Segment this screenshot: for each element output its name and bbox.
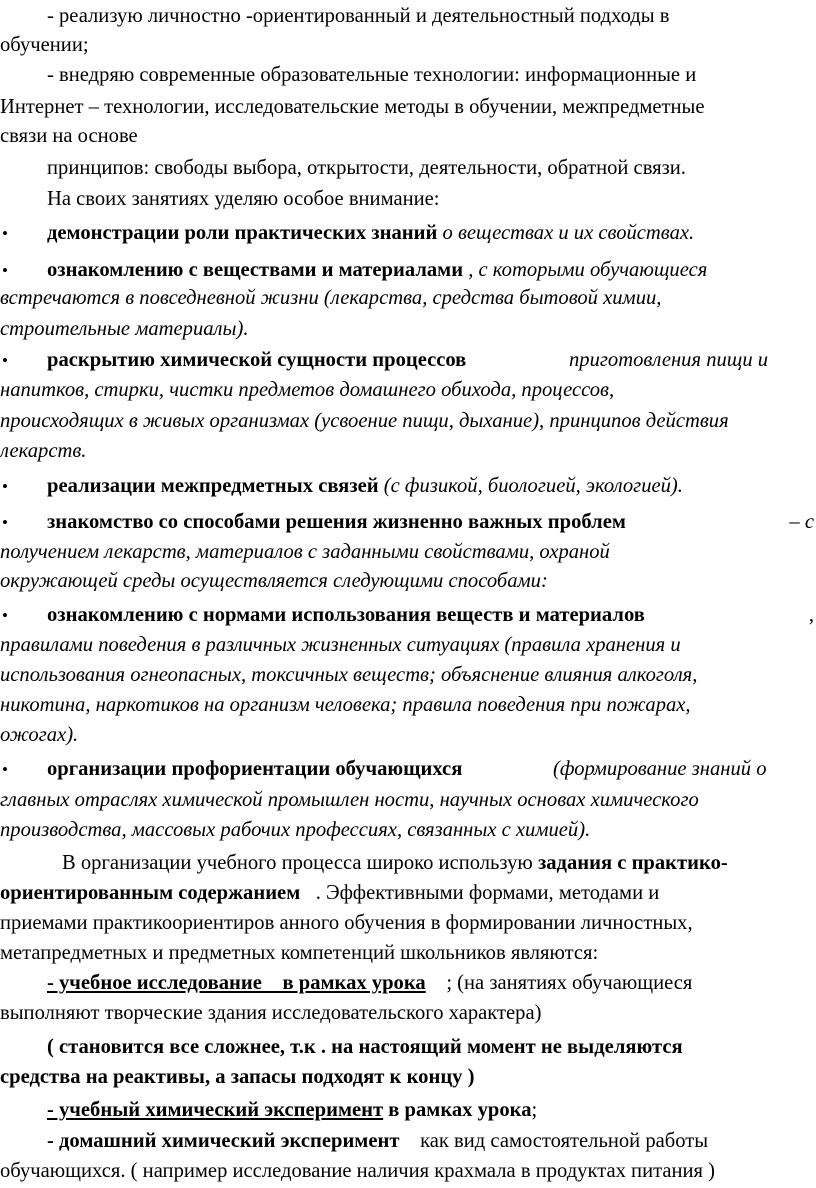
bullet-text-line: встречаются в повседневной жизни (лекарства, средства бытовой химии,: [0, 287, 662, 309]
bullet-heading: раскрытию химической сущности процессов: [47, 349, 467, 371]
method-text: как вид самостоятельной работы: [420, 1130, 709, 1152]
bullet-icon: •: [2, 477, 8, 496]
intro-line-4: Интернет – технологии, исследовательские методы в обучении, межпредметные: [0, 96, 705, 118]
method-scope: в рамках урока: [282, 972, 426, 994]
bullet-text-line: напитков, стирки, чистки предметов домашнего обихода, процессов,: [0, 379, 615, 401]
bullet-text-line: лекарств.: [0, 440, 87, 462]
method-note-line: средства на реактивы, а запасы подходят к концу ): [0, 1066, 475, 1088]
method-text-line: обучающихся. ( например исследование наличия крахмала в продуктах питания ): [0, 1160, 716, 1182]
intro-line-7: На своих занятиях уделяю особое внимание:: [47, 188, 440, 210]
bullet-text-line: главных отраслях химической промышлен ности, научных основах химического: [0, 789, 699, 811]
bullet-text: , с которыми обучающиеся: [463, 259, 708, 281]
bullet-heading: ознакомлению с нормами использования веществ и материалов: [47, 604, 645, 626]
intro-line-3: - внедряю современные образовательные технологии: информационные и: [47, 64, 697, 86]
bullet-icon: •: [2, 224, 8, 243]
method-text: ;: [531, 1099, 538, 1121]
bullet-icon: •: [2, 760, 8, 779]
bullet-text-line: ожогах).: [0, 724, 79, 746]
method-note-line: ( становится все сложнее, т.к . на настоящий момент не выделяются: [47, 1036, 683, 1058]
intro-line-1: - реализую личностно -ориентированный и деятельностный подходы в: [47, 5, 670, 27]
method-research: [47, 969, 816, 998]
intro-line-2: обучении;: [0, 34, 89, 56]
bullet-text-line: никотина, наркотиков на организм человека; правила поведения при пожарах,: [0, 694, 691, 716]
bullet-icon: •: [2, 606, 8, 625]
bullet-text-line: правилами поведения в различных жизненных ситуациях (правила хранения и: [0, 634, 681, 656]
bullet-tail: – с: [789, 511, 814, 533]
bullet-heading: реализации межпредметных связей: [47, 475, 379, 497]
bullet-icon: •: [2, 261, 8, 280]
paragraph-line-1: [62, 849, 816, 878]
paragraph-line-3: приемами практикоориентиров анного обучения в формировании личностных,: [0, 912, 693, 934]
bullet-text: (с физикой, биологией, экологией).: [378, 475, 683, 497]
bullet-text-line: окружающей среды осуществляется следующими способами:: [0, 570, 548, 592]
bullet-text: приготовления пищи и: [569, 349, 769, 371]
bullet-text-line: использования огнеопасных, токсичных веществ; объяснение влияния алкоголя,: [0, 664, 698, 686]
bullet-text-line: строительные материалы).: [0, 318, 249, 340]
method-experiment: [47, 1096, 816, 1125]
method-title: - домашний химический эксперимент: [47, 1130, 400, 1152]
bullet-heading: знакомство со способами решения жизненно важных проблем: [47, 511, 626, 533]
bullet-text-line: происходящих в живых организмах (усвоение пищи, дыхание), принципов действия: [0, 410, 729, 432]
bullet-heading: ознакомлению с веществами и материалами: [47, 259, 464, 281]
bullet-icon: •: [2, 513, 8, 532]
bullet-heading: демонстрации роли практических знаний: [47, 222, 438, 244]
paragraph-emphasis: ориентированным содержанием: [0, 882, 301, 904]
bullet-heading: организации профориентации обучающихся: [47, 758, 463, 780]
method-text: ; (на занятиях обучающиеся: [446, 972, 693, 994]
method-scope: в рамках урока: [383, 1099, 532, 1121]
intro-line-6: принципов: свободы выбора, открытости, деятельности, обратной связи.: [47, 157, 686, 179]
paragraph-text: . Эффективными формами, методами и: [315, 882, 660, 904]
bullet-icon: •: [2, 351, 8, 370]
method-title: - учебный химический эксперимент: [47, 1099, 384, 1121]
method-title: - учебное исследование: [47, 972, 283, 994]
bullet-text: (формирование знаний о: [553, 758, 767, 780]
bullet-text-line: производства, массовых рабочих профессиях, связанных с химией).: [0, 819, 591, 841]
bullet-text-line: получением лекарств, материалов с заданными свойствами, охраной: [0, 541, 610, 563]
method-home-experiment: [47, 1127, 816, 1156]
paragraph-text: В организации учебного процесса широко использую: [62, 852, 533, 874]
paragraph-line-2: [0, 879, 816, 908]
bullet-tail: ,: [808, 604, 814, 626]
paragraph-emphasis: задания с практико-: [537, 852, 728, 874]
bullet-text: о веществах и их свойствах.: [437, 222, 695, 244]
method-text-line: выполняют творческие здания исследовательского характера): [0, 1002, 542, 1024]
intro-line-5: связи на основе: [0, 125, 138, 147]
paragraph-line-4: метапредметных и предметных компетенций школьников являются:: [0, 942, 599, 964]
